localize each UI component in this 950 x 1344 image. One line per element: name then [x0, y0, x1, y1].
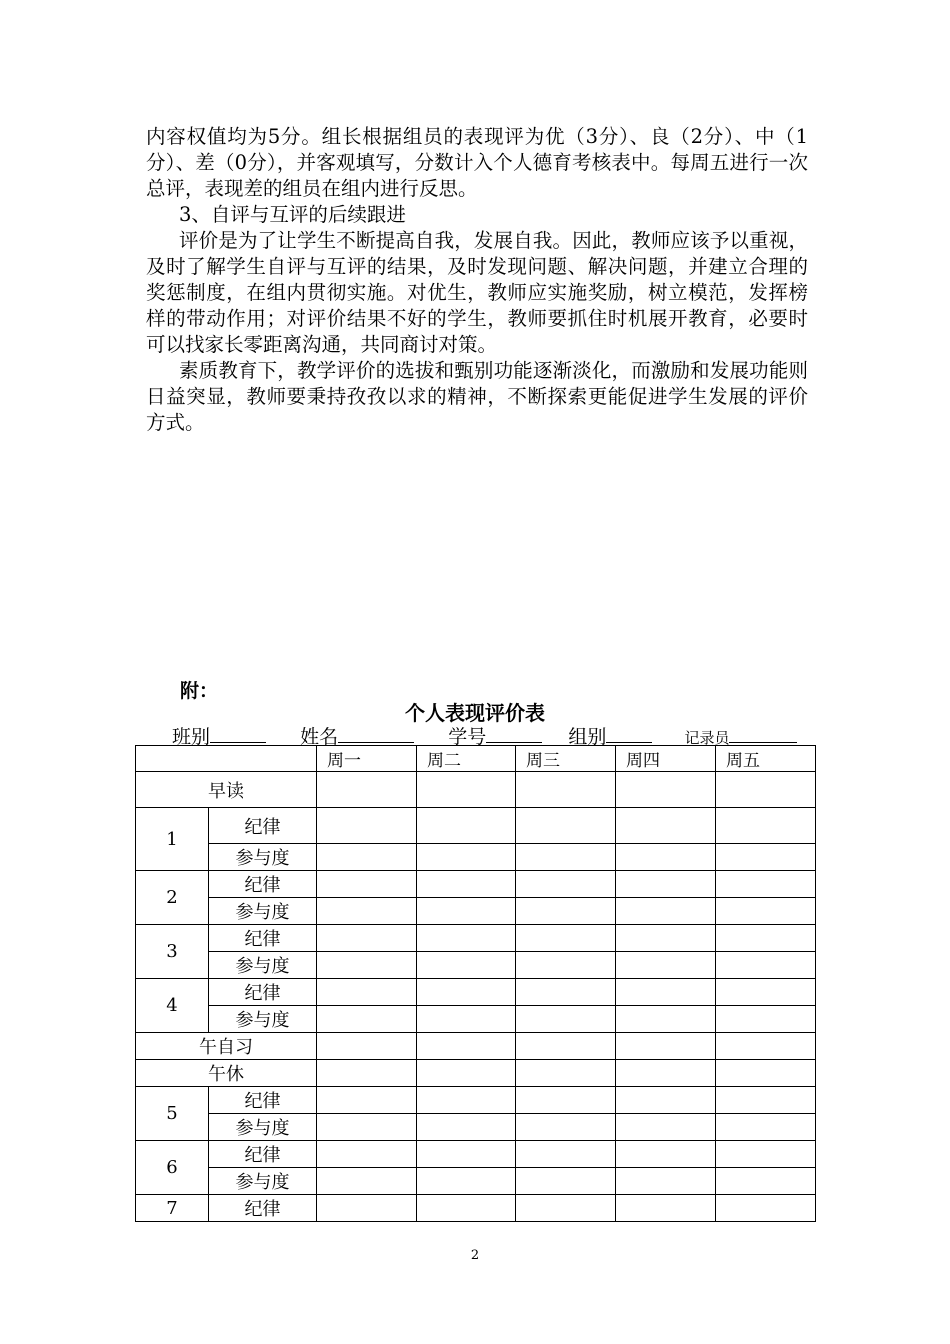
- score-cell[interactable]: [616, 898, 716, 925]
- table-row: [136, 1195, 816, 1222]
- score-cell[interactable]: [616, 1033, 716, 1060]
- score-cell[interactable]: [516, 1195, 616, 1222]
- score-cell[interactable]: [716, 1114, 816, 1141]
- form-title: 个人表现评价表: [405, 701, 545, 725]
- table-row: [136, 772, 816, 808]
- score-cell[interactable]: [516, 1060, 616, 1087]
- participation-label: 参与度: [209, 898, 317, 925]
- score-cell[interactable]: [716, 1060, 816, 1087]
- score-cell[interactable]: [616, 1168, 716, 1195]
- score-cell[interactable]: [417, 808, 516, 844]
- score-cell[interactable]: [616, 1060, 716, 1087]
- table-row: [136, 1114, 816, 1141]
- score-cell[interactable]: [516, 1114, 616, 1141]
- noon-rest-label: 午休: [136, 1060, 317, 1087]
- participation-label: 参与度: [209, 1168, 317, 1195]
- table-row: [136, 952, 816, 979]
- table-row: [136, 1060, 816, 1087]
- score-cell[interactable]: [516, 925, 616, 952]
- score-cell[interactable]: [716, 1195, 816, 1222]
- score-cell[interactable]: [317, 871, 417, 898]
- score-cell[interactable]: [616, 1087, 716, 1114]
- name-blank: [338, 724, 414, 743]
- score-cell[interactable]: [516, 1168, 616, 1195]
- day-header: 周三: [516, 746, 616, 772]
- score-cell[interactable]: [317, 1087, 417, 1114]
- score-cell[interactable]: [317, 1168, 417, 1195]
- name-label: 姓名: [300, 726, 339, 748]
- period-number: 7: [136, 1195, 209, 1222]
- score-cell[interactable]: [716, 844, 816, 871]
- discipline-label: 纪律: [209, 1195, 317, 1222]
- score-cell[interactable]: [417, 844, 516, 871]
- paragraph-3: 素质教育下，教学评价的选拔和甄别功能逐渐淡化，而激励和发展功能则日益突显，教师要秉持孜孜以求的精神，不断探索更能促进学生发展的评价方式。: [146, 359, 808, 434]
- noon-study-label: 午自习: [136, 1033, 317, 1060]
- table-row: [136, 1141, 816, 1168]
- participation-label: 参与度: [209, 952, 317, 979]
- participation-label: 参与度: [209, 844, 317, 871]
- score-cell[interactable]: [417, 1195, 516, 1222]
- class-blank: [210, 724, 266, 743]
- evaluation-table: [135, 745, 816, 1222]
- score-cell[interactable]: [417, 1168, 516, 1195]
- score-cell[interactable]: [317, 844, 417, 871]
- score-cell[interactable]: [317, 1195, 417, 1222]
- score-cell[interactable]: [616, 1114, 716, 1141]
- group-blank: [606, 724, 652, 743]
- score-cell[interactable]: [716, 925, 816, 952]
- table-header-row: [136, 746, 816, 772]
- period-number: 4: [136, 979, 209, 1033]
- score-cell[interactable]: [516, 871, 616, 898]
- score-cell[interactable]: [516, 1033, 616, 1060]
- score-cell[interactable]: [516, 1087, 616, 1114]
- table-row: [136, 898, 816, 925]
- table-row: [136, 925, 816, 952]
- table-row: [136, 1006, 816, 1033]
- section-heading-3: 3、自评与互评的后续跟进: [179, 203, 406, 226]
- score-cell[interactable]: [417, 1141, 516, 1168]
- table-row: [136, 1087, 816, 1114]
- id-blank: [486, 724, 542, 743]
- morning-read-label: 早读: [136, 772, 317, 808]
- score-cell[interactable]: [417, 925, 516, 952]
- corner-cell: [136, 746, 317, 772]
- score-cell[interactable]: [716, 808, 816, 844]
- score-cell[interactable]: [417, 898, 516, 925]
- table-row: [136, 1033, 816, 1060]
- score-cell[interactable]: [716, 952, 816, 979]
- class-label: 班别: [172, 726, 211, 748]
- score-cell[interactable]: [516, 844, 616, 871]
- score-cell[interactable]: [716, 979, 816, 1006]
- discipline-label: 纪律: [209, 925, 317, 952]
- score-cell[interactable]: [616, 925, 716, 952]
- id-label: 学号: [448, 726, 487, 748]
- score-cell[interactable]: [417, 1006, 516, 1033]
- period-number: 3: [136, 925, 209, 979]
- day-header: 周五: [716, 746, 816, 772]
- score-cell[interactable]: [417, 1114, 516, 1141]
- recorder-blank: [729, 724, 797, 743]
- discipline-label: 纪律: [209, 979, 317, 1006]
- score-cell[interactable]: [516, 1006, 616, 1033]
- score-cell[interactable]: [616, 871, 716, 898]
- discipline-label: 纪律: [209, 808, 317, 844]
- table-row: [136, 844, 816, 871]
- score-cell[interactable]: [716, 1087, 816, 1114]
- score-cell[interactable]: [417, 1033, 516, 1060]
- score-cell[interactable]: [317, 808, 417, 844]
- score-cell[interactable]: [716, 1168, 816, 1195]
- score-cell[interactable]: [716, 772, 816, 808]
- score-cell[interactable]: [616, 808, 716, 844]
- day-header: 周二: [417, 746, 516, 772]
- score-cell[interactable]: [616, 844, 716, 871]
- score-cell[interactable]: [616, 952, 716, 979]
- group-label: 组别: [568, 726, 607, 748]
- score-cell[interactable]: [716, 898, 816, 925]
- score-cell[interactable]: [516, 952, 616, 979]
- score-cell[interactable]: [516, 772, 616, 808]
- score-cell[interactable]: [417, 979, 516, 1006]
- period-number: 2: [136, 871, 209, 925]
- score-cell[interactable]: [616, 1006, 716, 1033]
- table-row: [136, 979, 816, 1006]
- score-cell[interactable]: [317, 772, 417, 808]
- paragraph-2: 评价是为了让学生不断提高自我，发展自我。因此，教师应该予以重视，及时了解学生自评与互评的结果，及时发现问题、解决问题，并建立合理的奖惩制度，在组内贯彻实施。对优生，教师应实施奖励，树立模范，发挥榜样的带动作用；对评价结果不好的学生，教师要抓住时机展开教育，必要时可以找家长零距离沟通，共同商讨对策。: [146, 229, 808, 356]
- score-cell[interactable]: [317, 1114, 417, 1141]
- score-cell[interactable]: [417, 952, 516, 979]
- period-number: 6: [136, 1141, 209, 1195]
- score-cell[interactable]: [417, 772, 516, 808]
- score-cell[interactable]: [716, 1006, 816, 1033]
- participation-label: 参与度: [209, 1114, 317, 1141]
- page-number: 2: [470, 1248, 480, 1263]
- score-cell[interactable]: [417, 1060, 516, 1087]
- score-cell[interactable]: [516, 979, 616, 1006]
- score-cell[interactable]: [616, 772, 716, 808]
- period-number: 5: [136, 1087, 209, 1141]
- table-row: [136, 1168, 816, 1195]
- score-cell[interactable]: [417, 871, 516, 898]
- score-cell[interactable]: [616, 1141, 716, 1168]
- score-cell[interactable]: [317, 979, 417, 1006]
- score-cell[interactable]: [317, 898, 417, 925]
- score-cell[interactable]: [516, 898, 616, 925]
- discipline-label: 纪律: [209, 871, 317, 898]
- paragraph-1: 内容权值均为5分。组长根据组员的表现评为优（3分）、良（2分）、中（1分）、差（0分），并客观填写，分数计入个人德育考核表中。每周五进行一次总评，表现差的组员在组内进行反思。: [146, 125, 808, 200]
- score-cell[interactable]: [516, 808, 616, 844]
- discipline-label: 纪律: [209, 1141, 317, 1168]
- recorder-label: 记录员: [684, 729, 730, 747]
- score-cell[interactable]: [317, 1060, 417, 1087]
- score-cell[interactable]: [317, 925, 417, 952]
- score-cell[interactable]: [716, 1033, 816, 1060]
- score-cell[interactable]: [317, 1141, 417, 1168]
- table-row: [136, 808, 816, 844]
- score-cell[interactable]: [317, 1006, 417, 1033]
- score-cell[interactable]: [516, 1141, 616, 1168]
- period-number: 1: [136, 808, 209, 871]
- appendix-label: 附：: [180, 680, 219, 702]
- score-cell[interactable]: [417, 1087, 516, 1114]
- day-header: 周一: [317, 746, 417, 772]
- body-text: [146, 124, 808, 436]
- score-cell[interactable]: [616, 1195, 716, 1222]
- score-cell[interactable]: [716, 871, 816, 898]
- score-cell[interactable]: [716, 1141, 816, 1168]
- score-cell[interactable]: [616, 979, 716, 1006]
- table-row: [136, 871, 816, 898]
- participation-label: 参与度: [209, 1006, 317, 1033]
- score-cell[interactable]: [317, 1033, 417, 1060]
- day-header: 周四: [616, 746, 716, 772]
- discipline-label: 纪律: [209, 1087, 317, 1114]
- score-cell[interactable]: [317, 952, 417, 979]
